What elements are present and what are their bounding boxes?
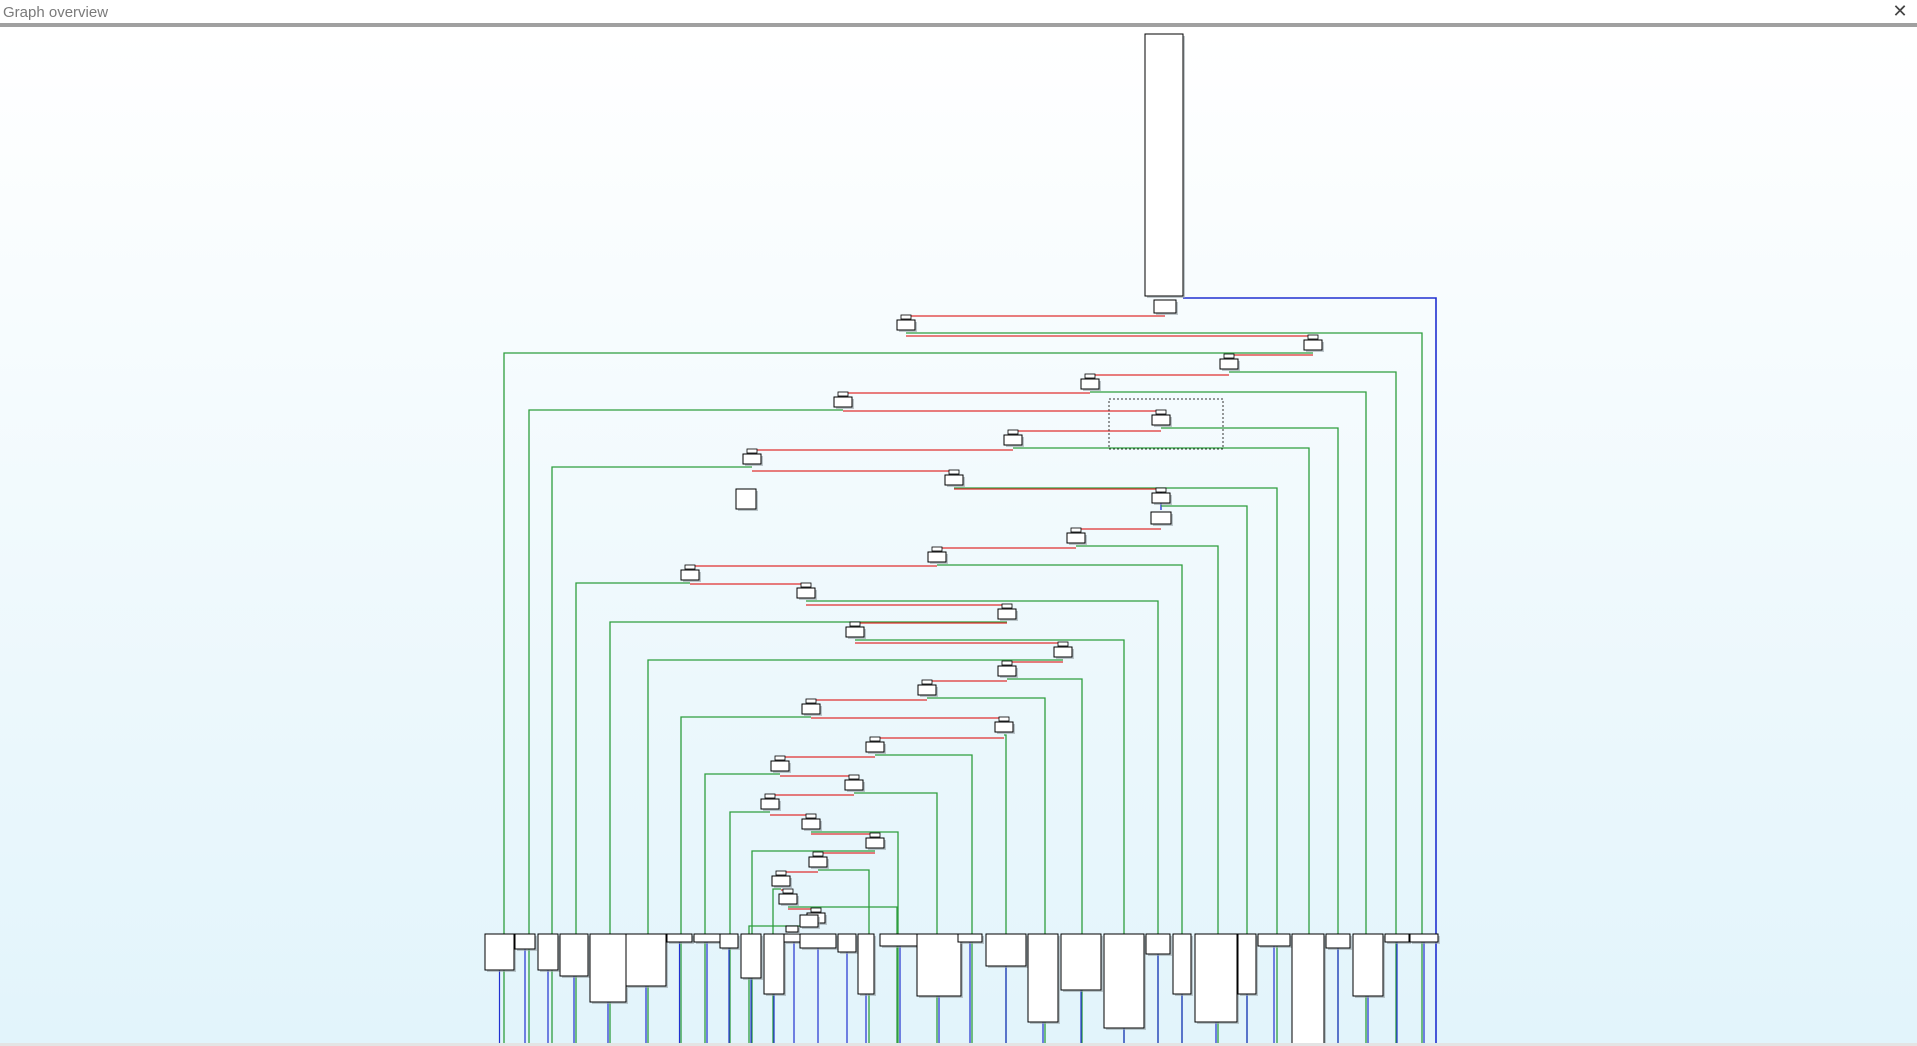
true-edge (730, 812, 770, 1043)
graph-canvas[interactable] (0, 31, 1917, 1043)
graph-node[interactable] (918, 685, 936, 695)
exit-node[interactable] (515, 934, 535, 949)
graph-node[interactable] (736, 489, 756, 509)
true-edge (875, 755, 972, 1043)
graph-node-header (801, 583, 811, 587)
exit-node[interactable] (1061, 934, 1101, 990)
graph-node-header (775, 756, 785, 760)
graph-node-header (813, 852, 823, 856)
exit-node[interactable] (1146, 934, 1170, 954)
graph-node-header (1156, 410, 1166, 414)
exit-node[interactable] (1292, 934, 1324, 1043)
true-edge (705, 774, 780, 1043)
close-icon[interactable]: ✕ (1892, 1, 1908, 22)
graph-node-header (1224, 354, 1234, 358)
graph-node[interactable] (866, 838, 884, 848)
exit-node[interactable] (986, 934, 1026, 966)
title-bar (0, 0, 1917, 27)
exit-node[interactable] (1385, 934, 1409, 942)
graph-node[interactable] (771, 761, 789, 771)
graph-node[interactable] (809, 857, 827, 867)
graph-node[interactable] (802, 819, 820, 829)
graph-node-header (806, 699, 816, 703)
graph-node[interactable] (1151, 512, 1171, 524)
graph-node-header (932, 547, 942, 551)
graph-node[interactable] (1004, 435, 1022, 445)
exit-node[interactable] (764, 934, 784, 994)
graph-node[interactable] (772, 876, 790, 886)
graph-node[interactable] (786, 926, 798, 932)
graph-svg[interactable] (0, 31, 1917, 1043)
graph-node[interactable] (797, 588, 815, 598)
graph-node[interactable] (897, 320, 915, 330)
exit-node[interactable] (917, 934, 961, 996)
graph-node[interactable] (845, 780, 863, 790)
graph-node-header (870, 737, 880, 741)
window-title: Graph overview (3, 4, 109, 21)
exit-node[interactable] (1238, 934, 1256, 994)
graph-node[interactable] (800, 915, 818, 927)
graph-node-header (850, 622, 860, 626)
exit-node[interactable] (590, 934, 626, 1002)
graph-node[interactable] (995, 722, 1013, 732)
graph-node-header (1002, 661, 1012, 665)
graph-node[interactable] (998, 609, 1016, 619)
exit-node[interactable] (720, 934, 738, 948)
edge-layer (500, 298, 1437, 1043)
graph-node-header (1308, 335, 1318, 339)
graph-node[interactable] (1081, 379, 1099, 389)
exit-node[interactable] (538, 934, 558, 970)
graph-node-header (806, 814, 816, 818)
graph-node-header (999, 717, 1009, 721)
graph-node-header (901, 315, 911, 319)
graph-node[interactable] (1154, 300, 1176, 313)
exit-node[interactable] (880, 934, 920, 946)
exit-node[interactable] (1410, 934, 1438, 942)
graph-node-header (870, 833, 880, 837)
exit-node[interactable] (958, 934, 982, 942)
graph-node[interactable] (928, 552, 946, 562)
exit-node[interactable] (1195, 934, 1237, 1022)
graph-node-header (765, 794, 775, 798)
graph-node[interactable] (945, 475, 963, 485)
graph-node[interactable] (1152, 493, 1170, 503)
graph-node-header (1156, 488, 1166, 492)
graph-node-header (783, 889, 793, 893)
graph-node[interactable] (743, 454, 761, 464)
graph-node-header (1085, 374, 1095, 378)
graph-node[interactable] (1152, 415, 1170, 425)
graph-node[interactable] (802, 704, 820, 714)
graph-node[interactable] (681, 570, 699, 580)
graph-node-header (1008, 430, 1018, 434)
graph-node-header (1002, 604, 1012, 608)
graph-node-header (685, 565, 695, 569)
graph-node-header (849, 775, 859, 779)
graph-node-header (838, 392, 848, 396)
graph-node[interactable] (998, 666, 1016, 676)
graph-node-header (1058, 642, 1068, 646)
exit-node[interactable] (485, 934, 514, 970)
graph-node[interactable] (1220, 359, 1238, 369)
exit-node[interactable] (741, 934, 761, 978)
graph-node[interactable] (866, 742, 884, 752)
graph-node-header (811, 908, 821, 912)
exit-node[interactable] (667, 934, 692, 942)
graph-node-header (747, 449, 757, 453)
graph-node[interactable] (846, 627, 864, 637)
graph-node[interactable] (1054, 647, 1072, 657)
graph-node-header (776, 871, 786, 875)
graph-node[interactable] (761, 799, 779, 809)
entry-node[interactable] (1145, 34, 1183, 296)
node-layer (485, 34, 1440, 1043)
exit-node[interactable] (1173, 934, 1191, 994)
exit-node[interactable] (1104, 934, 1144, 1028)
graph-node[interactable] (779, 894, 797, 904)
graph-node[interactable] (1067, 533, 1085, 543)
exit-node[interactable] (694, 934, 720, 942)
exit-node[interactable] (1353, 934, 1383, 996)
graph-node-header (949, 470, 959, 474)
exit-node[interactable] (1326, 934, 1350, 948)
graph-node[interactable] (834, 397, 852, 407)
exit-node[interactable] (858, 934, 874, 994)
exit-node[interactable] (626, 934, 666, 986)
graph-node[interactable] (1304, 340, 1322, 350)
exit-node[interactable] (1028, 934, 1058, 1022)
exit-node[interactable] (1258, 934, 1290, 946)
exit-node[interactable] (560, 934, 588, 976)
graph-node-header (1071, 528, 1081, 532)
exit-node[interactable] (838, 934, 856, 952)
exit-node[interactable] (800, 934, 836, 948)
graph-node-header (922, 680, 932, 684)
